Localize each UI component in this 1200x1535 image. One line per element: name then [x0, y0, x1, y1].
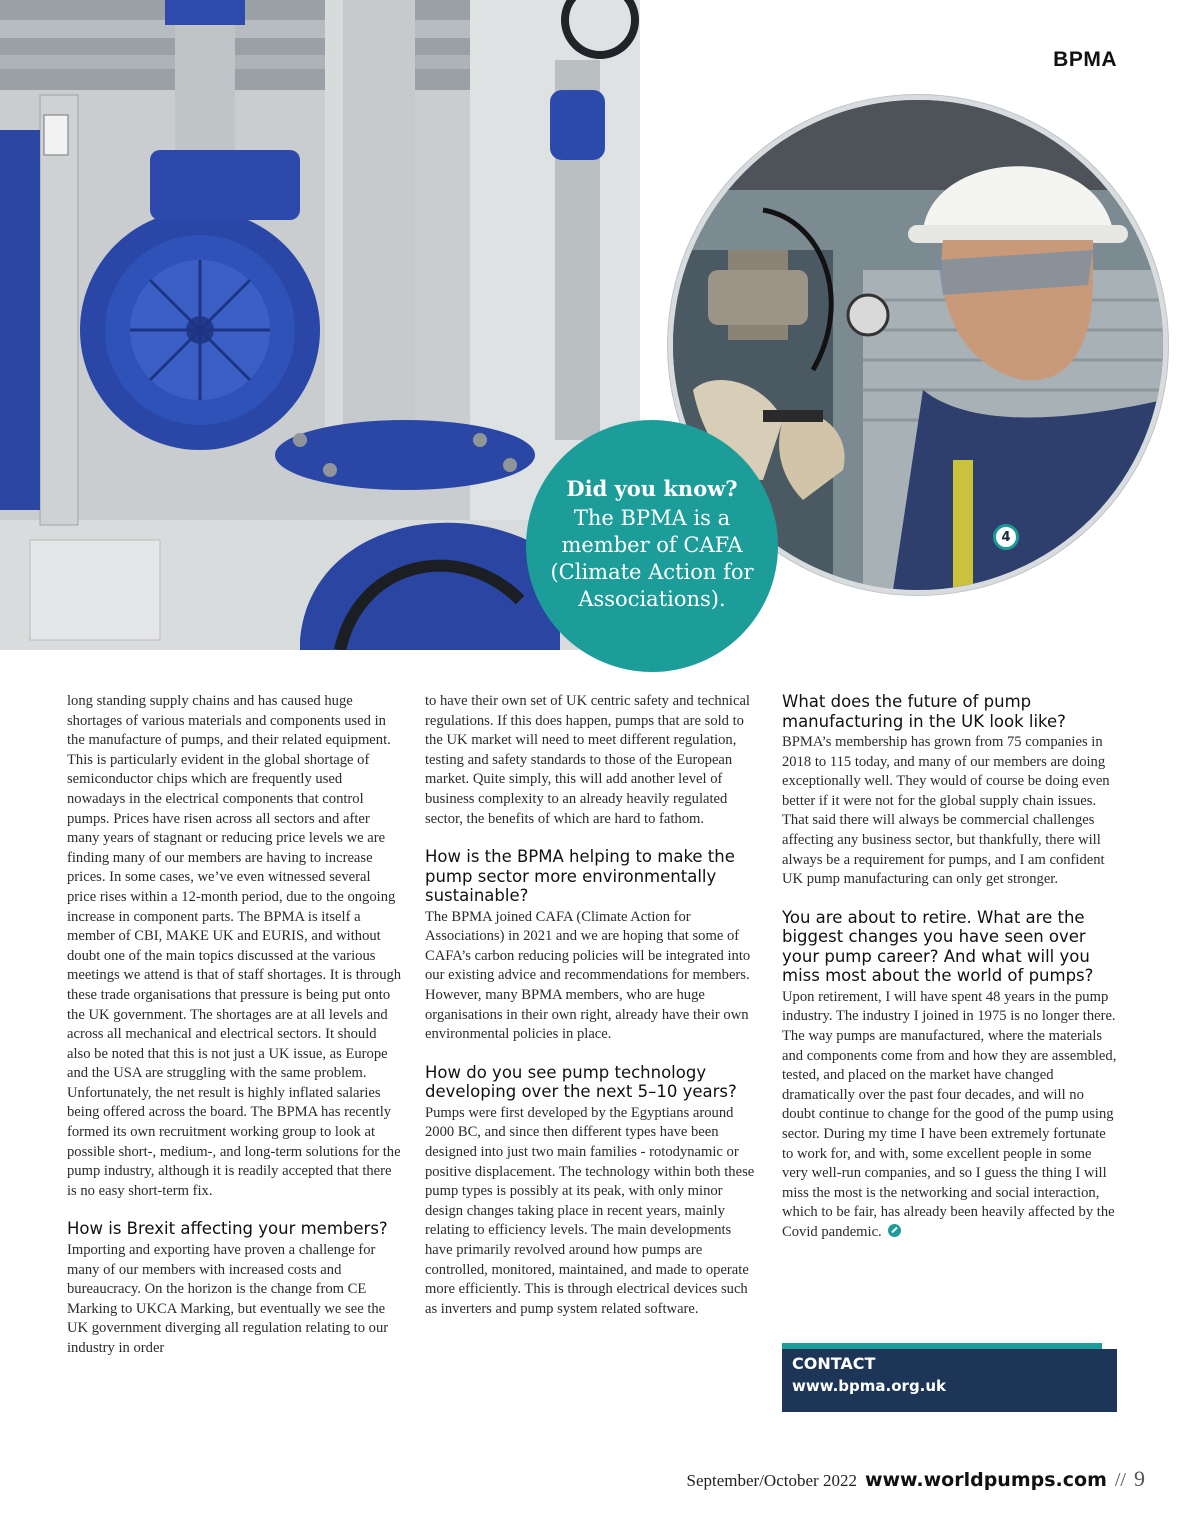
- future-heading: What does the future of pump manufacturing in the UK look like?: [782, 692, 1066, 731]
- contact-link[interactable]: www.bpma.org.uk: [792, 1377, 947, 1395]
- issue-date: September/October 2022: [686, 1471, 857, 1490]
- callout-title: Did you know?: [566, 476, 738, 501]
- footer-separator: //: [1114, 1469, 1126, 1491]
- callout-body: The BPMA is a member of CAFA (Climate Action for Associations).: [550, 506, 754, 611]
- contact-label: CONTACT: [792, 1354, 876, 1373]
- technology-heading: How do you see pump technology developing over the next 5–10 years?: [425, 1062, 737, 1102]
- page-number: 9: [1134, 1466, 1145, 1491]
- paragraph: Pumps were first developed by the Egyptians around 2000 BC, and since then different types have been designed into just two main families - rotodynamic or positive displacement. The technology within both these pump types is possibly at its peak, with only minor design changes taking place in recent years, mainly relating to efficiency levels. The main developments have primarily revolved around how pumps are controlled, monitored, maintained, and made to operate more efficiently. This is through electrical devices such as inverters and pump system related software.: [425, 1104, 755, 1317]
- photo-number-badge: 4: [993, 524, 1019, 550]
- paragraph: The BPMA joined CAFA (Climate Action for Associations) in 2021 and we are hoping that some of CAFA’s carbon reducing policies will be integrated into our existing advice and recommendations for members. However, many BPMA members, who are huge organisations in their own right, already have their own environmental policies in place.: [425, 908, 751, 1043]
- end-of-article-icon: [888, 1224, 901, 1237]
- retire-heading: You are about to retire. What are the biggest changes you have seen over your pump career? And what will you miss most about the world of pumps?: [782, 907, 1094, 986]
- paragraph: BPMA’s membership has grown from 75 companies in 2018 to 115 today, and many of our members are doing exceptionally well. They would of course be doing even better if it were not for the global supply chain issues. That said there will always be commercial challenges affecting any business sector, but thankfully, there will always be a requirement for pumps, and I am confident UK pump manufacturing can only get stronger.: [782, 734, 1110, 888]
- page-footer: [687, 1466, 1145, 1492]
- magazine-url[interactable]: www.worldpumps.com: [864, 1469, 1107, 1491]
- article-column-1: [67, 692, 403, 1359]
- article-column-3: [782, 692, 1120, 1242]
- brexit-heading: How is Brexit affecting your members?: [67, 1219, 388, 1239]
- paragraph: Importing and exporting have proven a challenge for many of our members with increased costs and bureaucracy. On the horizon is the change from CE Marking to UKCA Marking, but eventually we see the UK government diverging all regulation relating to our industry in order: [67, 1241, 389, 1356]
- retire-body: Upon retirement, I will have spent 48 years in the pump industry. The industry I joined in 1975 is no longer there. The way pumps are manufactured, where the materials and components come from and how they are assembled, tested, and placed on the market have changed dramatically over the past four decades, and will no doubt continue to change for the good of the pump using sector. During my time I have been extremely fortunate to work for, and with, some excellent people in some very well-run companies, and so I guess the thing I will miss the most is the networking and social interaction, which to be fair, has already been heavily affected by the Covid pandemic.: [782, 988, 1117, 1240]
- section-tag: BPMA: [1053, 48, 1117, 71]
- environment-heading: How is the BPMA helping to make the pump sector more environmentally sustainable?: [425, 847, 735, 906]
- did-you-know-callout: [526, 420, 778, 672]
- paragraph: to have their own set of UK centric safety and technical regulations. If this does happen, pumps that are sold to the UK market will need to meet different regulation, testing and safety standards to those of the European market. Quite simply, this will add another level of business complexity to an already heavily regulated sector, the benefits of which are hard to fathom.: [425, 693, 750, 827]
- article-column-2: [425, 692, 757, 1319]
- contact-box: [782, 1349, 1117, 1412]
- paragraph: [782, 988, 1120, 1243]
- paragraph: long standing supply chains and has caused huge shortages of various materials and components used in the manufacture of pumps, and their related equipment. This is particularly evident in the global shortage of semiconductor chips which are frequently used nowadays in the electrical components that control pumps. Prices have risen across all sectors and after many years of stagnant or reducing price levels we are finding many of our members are having to increase prices. In some cases, we’ve even witnessed several price rises within a 12-month period, due to the ongoing increase in component parts. The BPMA is itself a member of CBI, MAKE UK and EURIS, and without doubt one of the main topics discussed at the various meetings we attend is that of staff shortages. It is through these trade organisations that pressure is being put onto the UK government. The shortages are at all levels and across all mechanical and electrical sectors. It should also be noted that this is not just a UK issue, as Europe and the USA are struggling with the same problem. Unfortunately, the net result is highly inflated salaries being offered across the board. The BPMA has recently formed its own recruitment working group to look at possible short-, medium-, and long-term solutions for the pump industry, although it is readily accepted that there is no easy short-term fix.: [67, 693, 402, 1199]
